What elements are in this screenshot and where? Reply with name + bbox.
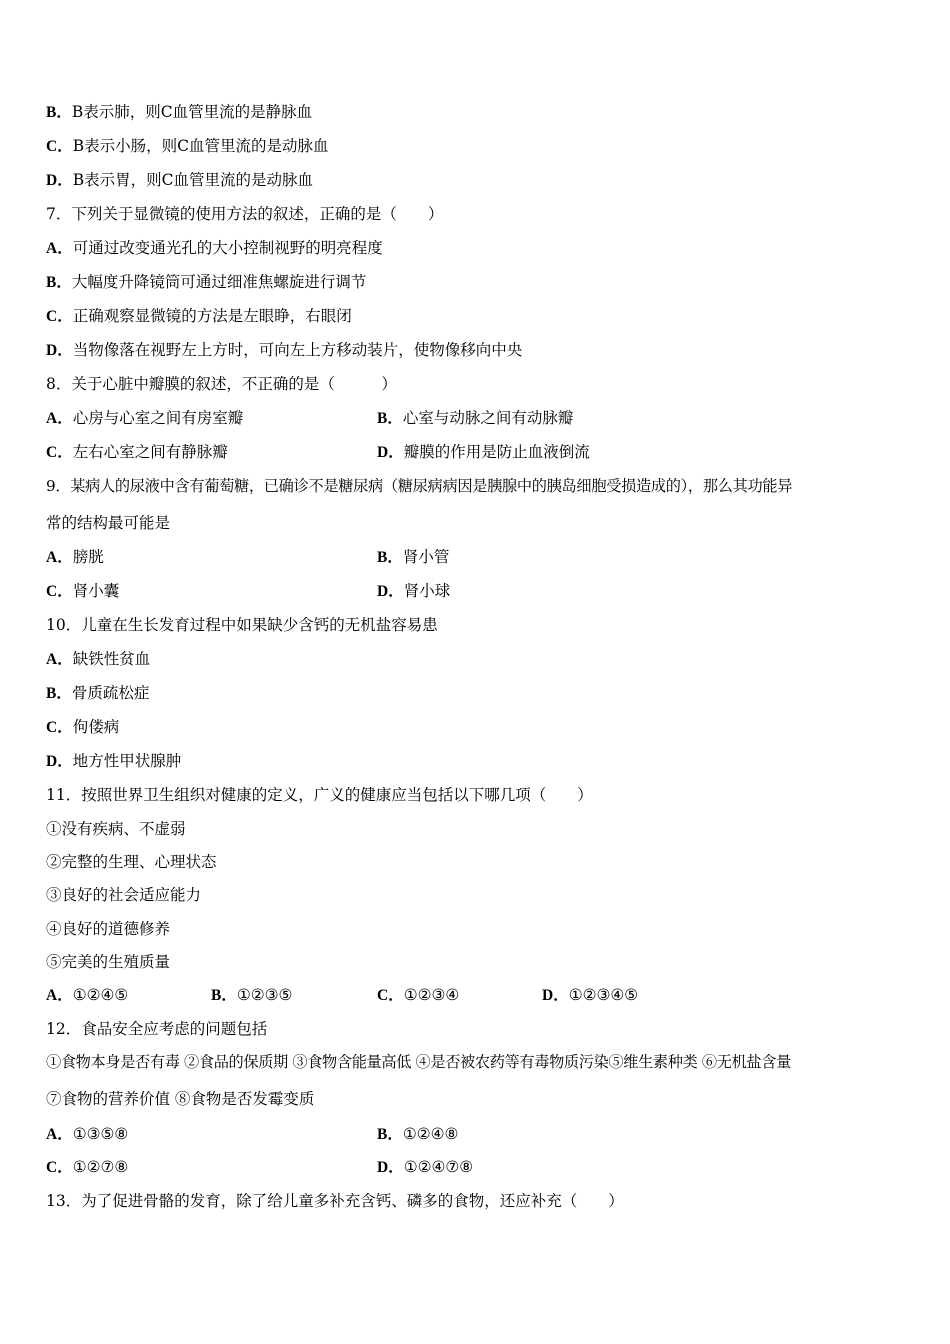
question-9-option-d — [377, 581, 450, 602]
question-11-option-a — [46, 985, 128, 1006]
question-9-stem-continued: 常的结构最可能是 — [46, 514, 171, 532]
option-label: B． — [46, 685, 72, 702]
option-label: D． — [46, 342, 73, 359]
question-10-option-a — [46, 649, 150, 670]
question-11-item: ④良好的道德修养 — [46, 920, 171, 938]
question-11-item: ②完整的生理、心理状态 — [46, 853, 217, 871]
option-text: B表示肺，则C血管里流的是静脉血 — [71, 103, 313, 121]
question-12-option-d — [377, 1157, 473, 1178]
question-7-option-c — [46, 306, 352, 327]
option-text: ①②③④ — [403, 986, 460, 1004]
option-text: 肾小管 — [402, 548, 450, 566]
question-8-option-d — [377, 442, 590, 463]
option-label: A． — [46, 410, 73, 427]
option-text: 肾小球 — [403, 582, 451, 600]
option-label: C． — [46, 444, 73, 461]
question-11-item: ⑤完美的生殖质量 — [46, 953, 171, 971]
question-12-option-b — [377, 1124, 458, 1145]
option-text: ①②③④⑤ — [568, 986, 639, 1004]
option-label: D． — [46, 753, 73, 770]
question-11-option-d — [542, 985, 638, 1006]
option-text: 肾小囊 — [72, 582, 120, 600]
option-text: 瓣膜的作用是防止血液倒流 — [403, 443, 590, 461]
option-label: C． — [46, 583, 73, 600]
question-10-option-b — [46, 683, 149, 704]
question-9-option-b — [377, 547, 449, 568]
option-label: D． — [377, 1159, 404, 1176]
option-text: 大幅度升降镜筒可通过细准焦螺旋进行调节 — [71, 273, 367, 291]
question-6-option-d — [46, 170, 313, 191]
option-label: B． — [46, 274, 72, 291]
option-label: C． — [46, 138, 73, 155]
question-9-option-a — [46, 547, 104, 568]
option-label: A． — [46, 987, 73, 1004]
question-12-option-c — [46, 1157, 128, 1178]
option-label: D． — [377, 444, 404, 461]
option-label: A． — [46, 240, 73, 257]
question-7-option-a — [46, 238, 383, 259]
option-label: C． — [46, 308, 73, 325]
question-11-item: ③良好的社会适应能力 — [46, 886, 202, 904]
option-text: 当物像落在视野左上方时，可向左上方移动装片，使物像移向中央 — [72, 341, 523, 359]
option-label: C． — [377, 987, 404, 1004]
question-12-stem: 12．食品安全应考虑的问题包括 — [46, 1020, 268, 1038]
question-7-stem: 7．下列关于显微镜的使用方法的叙述，正确的是（ ） — [46, 205, 444, 223]
question-7-option-d — [46, 340, 522, 361]
option-label: B． — [377, 1126, 403, 1143]
option-label: B． — [377, 549, 403, 566]
question-12-items-line: ⑦食物的营养价值 ⑧食物是否发霉变质 — [46, 1090, 315, 1108]
question-12-option-a — [46, 1124, 128, 1145]
option-label: A． — [46, 549, 73, 566]
option-label: A． — [46, 1126, 73, 1143]
question-10-option-d — [46, 751, 181, 772]
option-label: D． — [542, 987, 569, 1004]
question-10-option-c — [46, 717, 119, 738]
option-text: ①②③⑤ — [236, 986, 293, 1004]
option-text: 心房与心室之间有房室瓣 — [72, 409, 244, 427]
option-text: 膀胱 — [72, 548, 104, 566]
option-text: 缺铁性贫血 — [72, 650, 151, 668]
option-text: ①②⑦⑧ — [72, 1158, 129, 1176]
option-label: B． — [211, 987, 237, 1004]
option-text: 地方性甲状腺肿 — [72, 752, 182, 770]
option-label: C． — [46, 1159, 73, 1176]
question-11-option-b — [211, 985, 292, 1006]
option-text: ①③⑤⑧ — [72, 1125, 129, 1143]
question-8-option-b — [377, 408, 573, 429]
question-8-stem: 8．关于心脏中瓣膜的叙述，不正确的是（ ） — [46, 375, 397, 393]
option-text: ①②④⑧ — [402, 1125, 459, 1143]
option-text: 心室与动脉之间有动脉瓣 — [402, 409, 574, 427]
question-13-stem: 13．为了促进骨骼的发育，除了给儿童多补充含钙、磷多的食物，还应补充（ ） — [46, 1192, 624, 1210]
option-text: 左右心室之间有静脉瓣 — [72, 443, 228, 461]
option-label: D． — [46, 172, 73, 189]
option-label: B． — [377, 410, 403, 427]
question-8-option-c — [46, 442, 228, 463]
option-text: 佝偻病 — [72, 718, 120, 736]
question-11-item: ①没有疾病、不虚弱 — [46, 820, 186, 838]
option-text: ①②④⑦⑧ — [403, 1158, 474, 1176]
question-9-stem: 9．某病人的尿液中含有葡萄糖，已确诊不是糖尿病（糖尿病病因是胰腺中的胰岛细胞受损造成的），那么其功能异 — [46, 477, 793, 495]
option-text: ①②④⑤ — [72, 986, 129, 1004]
option-label: B． — [46, 104, 72, 121]
option-label: D． — [377, 583, 404, 600]
option-text: 可通过改变通光孔的大小控制视野的明亮程度 — [72, 239, 383, 257]
question-6-option-b — [46, 102, 312, 123]
option-label: C． — [46, 719, 73, 736]
option-label: A． — [46, 651, 73, 668]
option-text: B表示胃，则C血管里流的是动脉血 — [72, 171, 313, 189]
question-12-items-line: ①食物本身是否有毒 ②食品的保质期 ③食物含能量高低 ④是否被农药等有毒物质污染⑤维生素种类 ⑥无机盐含量 — [46, 1053, 791, 1071]
option-text: 骨质疏松症 — [71, 684, 150, 702]
question-11-option-c — [377, 985, 459, 1006]
question-10-stem: 10．儿童在生长发育过程中如果缺少含钙的无机盐容易患 — [46, 616, 438, 634]
option-text: 正确观察显微镜的方法是左眼睁，右眼闭 — [72, 307, 352, 325]
question-8-option-a — [46, 408, 243, 429]
question-11-stem: 11．按照世界卫生组织对健康的定义，广义的健康应当包括以下哪几项（ ） — [46, 786, 593, 804]
question-7-option-b — [46, 272, 366, 293]
question-9-option-c — [46, 581, 119, 602]
question-6-option-c — [46, 136, 328, 157]
option-text: B表示小肠，则C血管里流的是动脉血 — [72, 137, 329, 155]
